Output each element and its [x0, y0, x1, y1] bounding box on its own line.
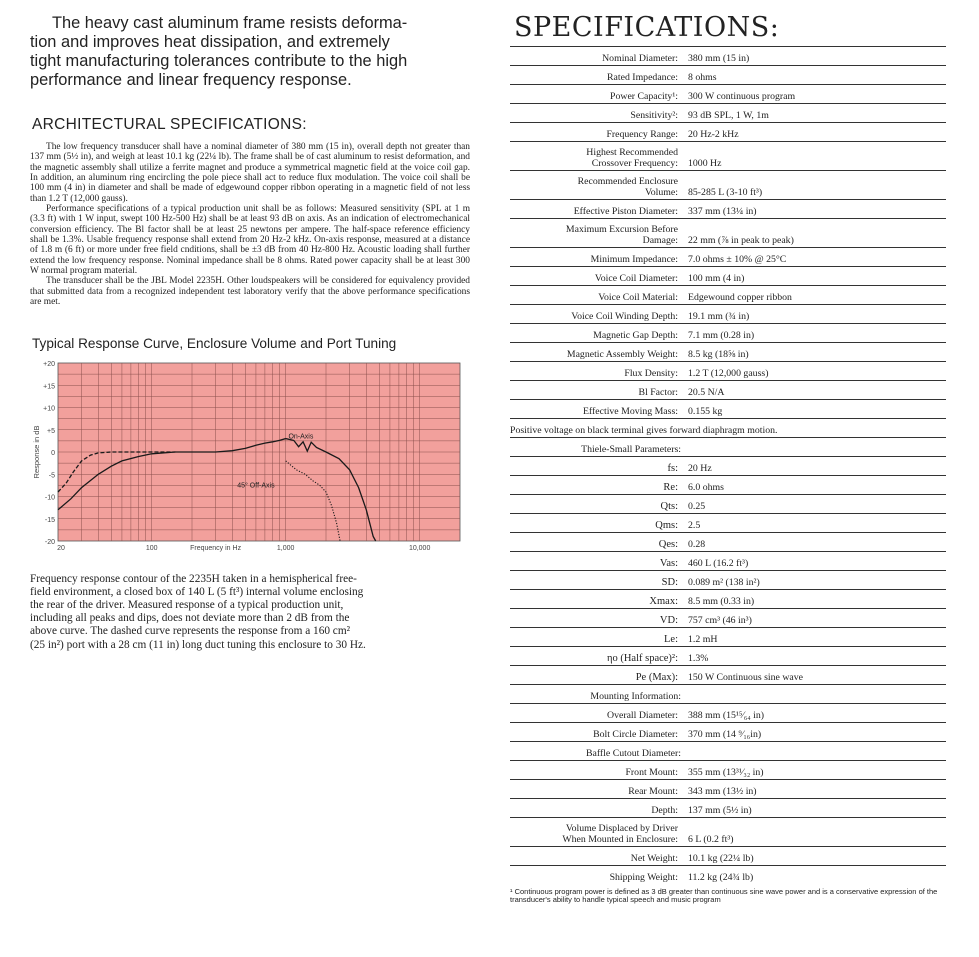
spec-row	[510, 476, 946, 495]
spec-label: Sensitivity²:	[630, 109, 678, 121]
spec-row	[510, 514, 946, 533]
spec-label: Voice Coil Material:	[598, 291, 678, 303]
spec-value: 1000 Hz	[688, 157, 722, 169]
spec-label: VD:	[659, 614, 678, 626]
spec-value: 150 W Continuous sine wave	[688, 671, 804, 683]
y-tick-label: +20	[43, 360, 55, 368]
arch-paragraph: The transducer shall be the JBL Model 2235H. Other loudspeakers will be considered for equivalency provided that submitted data from a recognized independent test laboratory verify that the above performance specifications are met.	[30, 276, 470, 308]
spec-label: Re:	[663, 481, 678, 493]
spec-row	[510, 457, 946, 476]
spec-value: 10.1 kg (22¼ lb)	[688, 852, 754, 864]
spec-row	[510, 305, 946, 324]
spec-label: Qts:	[660, 500, 678, 512]
spec-row	[510, 628, 946, 647]
caption-line: the rear of the driver. Measured response of a typical production unit,	[30, 598, 344, 611]
response-chart	[30, 357, 470, 557]
spec-value: 300 W continuous program	[688, 90, 796, 102]
caption-line: (25 in²) port with a 28 cm (11 in) long duct tuning this enclosure to 30 Hz.	[30, 638, 366, 651]
spec-row	[510, 866, 946, 885]
spec-label: Rated Impedance:	[607, 71, 678, 83]
chart-title: Typical Response Curve, Enclosure Volume and Port Tuning	[32, 335, 397, 351]
caption-line: including all peaks and dips, does not deviate more than 2 dB from the	[30, 612, 350, 625]
y-tick-label: +10	[43, 405, 55, 412]
spec-row	[510, 66, 946, 85]
spec-value: 0.28	[688, 538, 706, 550]
spec-row	[510, 571, 946, 590]
spec-label: Recommended Enclosure Volume:	[577, 176, 678, 198]
spec-label: Depth:	[651, 804, 678, 816]
spec-label: Front Mount:	[625, 766, 678, 778]
spec-label: fs:	[667, 462, 678, 474]
spec-label: Pe (Max):	[635, 671, 678, 683]
spec-label: Le:	[664, 633, 678, 645]
spec-value: 85-285 L (3-10 ft³)	[688, 186, 763, 198]
spec-row	[510, 324, 946, 343]
x-tick-label: 1,000	[276, 544, 295, 552]
spec-empty	[681, 742, 946, 761]
spec-label: ηo (Half space)²:	[606, 652, 678, 664]
y-tick-label: 0	[51, 449, 55, 457]
spec-value: 337 mm (13¼ in)	[688, 205, 757, 217]
spec-empty	[681, 685, 946, 704]
spec-value: 137 mm (5½ in)	[688, 804, 752, 816]
spec-label: Net Weight:	[630, 852, 678, 864]
spec-row	[510, 818, 946, 847]
spec-value: 757 cm³ (46 in³)	[688, 614, 752, 626]
spec-row	[510, 400, 946, 419]
spec-subheading: Mounting Information:	[590, 690, 681, 702]
right-column	[510, 12, 946, 905]
spec-row	[510, 267, 946, 286]
spec-label: Xmax:	[649, 595, 678, 607]
spec-label: Voice Coil Diameter:	[594, 272, 678, 284]
chart-annotation: 45° Off-Axis	[237, 482, 275, 490]
intro-line: The heavy cast aluminum frame resists deforma-	[52, 14, 408, 32]
caption-line: above curve. The dashed curve represents the response from a 160 cm²	[30, 625, 350, 638]
spec-value: Edgewound copper ribbon	[688, 291, 792, 303]
left-column	[30, 14, 470, 652]
arch-paragraph: Performance specifications of a typical production unit shall be as follows: Measured sensitivity (SPL at 1 m (3.3 ft) with 1 W input, swept 100 Hz-500 Hz) shall be at least 93 dB on axis. As an indication of electromechanical conversion efficiency. The Bl factor shall be at least 25 newtons per ampere. The half-space reference efficiency shall be 1.3%. Usable frequency response shall extend from 20 Hz-2 kHz. On-axis response, measured at a distance of 1.8 m (6 ft) or more under free field cnditions, shall be ±3 dB from 40 Hz-800 Hz. Acoustic loading shall further extend the low frequency response. Nominal impedance shall be 8 ohms. Rated power capacity shall be at least 300 W normal program material.	[30, 204, 470, 277]
spec-row	[510, 647, 946, 666]
y-tick-label: -10	[44, 494, 55, 501]
spec-row	[510, 533, 946, 552]
spec-value: 20 Hz-2 kHz	[688, 128, 739, 140]
spec-label: Shipping Weight:	[609, 871, 678, 883]
spec-value: 93 dB SPL, 1 W, 1m	[688, 109, 769, 121]
spec-row	[510, 723, 946, 742]
spec-row	[510, 85, 946, 104]
spec-label: Nominal Diameter:	[602, 52, 678, 64]
spec-value: 8.5 kg (18⅝ in)	[688, 348, 749, 360]
spec-label: Maximum Excursion Before Damage:	[565, 224, 678, 246]
x-axis-label: Frequency in Hz	[190, 544, 242, 552]
spec-row	[510, 685, 946, 704]
spec-row	[510, 609, 946, 628]
spec-row	[510, 123, 946, 142]
spec-row	[510, 438, 946, 457]
spec-row	[510, 495, 946, 514]
spec-label: Voice Coil Winding Depth:	[571, 310, 678, 322]
spec-value: 7.0 ohms ± 10% @ 25°C	[688, 253, 787, 265]
spec-row	[510, 552, 946, 571]
x-tick-label: 100	[145, 544, 158, 552]
spec-row	[510, 419, 946, 438]
spec-subheading: Thiele-Small Parameters:	[581, 443, 681, 455]
spec-label: Effective Moving Mass:	[582, 405, 678, 417]
intro-paragraph	[30, 14, 470, 90]
spec-label: Frequency Range:	[606, 128, 678, 140]
architectural-heading: ARCHITECTURAL SPECIFICATIONS:	[32, 116, 307, 133]
caption-line: Frequency response contour of the 2235H taken in a hemispherical free-	[30, 572, 357, 585]
caption-line: field environment, a closed box of 140 L (5 ft³) internal volume enclosing	[30, 585, 364, 598]
intro-line: tight manufacturing tolerances contribute to the high	[30, 52, 408, 70]
spec-value: 380 mm (15 in)	[688, 52, 750, 64]
x-tick-label: 20	[57, 544, 65, 552]
spec-empty	[681, 438, 946, 457]
spec-label: Flux Density:	[624, 367, 678, 379]
spec-label: Qms:	[655, 519, 678, 531]
spec-subheading: Baffle Cutout Diameter:	[585, 747, 681, 759]
spec-row	[510, 142, 946, 171]
y-tick-label: -20	[44, 538, 55, 546]
chart-caption	[30, 573, 470, 652]
spec-label: Magnetic Assembly Weight:	[566, 348, 678, 360]
spec-label: Vas:	[659, 557, 678, 569]
spec-row	[510, 248, 946, 267]
spec-value: 370 mm (14 ⁹⁄₁₆in)	[688, 728, 762, 740]
spec-row	[510, 590, 946, 609]
chart-annotation: On-Axis	[288, 433, 314, 441]
spec-value: 388 mm (15¹⁵⁄₆₄ in)	[688, 709, 765, 721]
spec-value: 460 L (16.2 ft³)	[688, 557, 749, 569]
spec-note: Positive voltage on black terminal gives forward diaphragm motion.	[510, 424, 778, 436]
specifications-table	[510, 46, 946, 884]
spec-label: Effective Piston Diameter:	[573, 205, 678, 217]
footnote: ¹ Continuous program power is defined as 3 dB greater than continuous sine wave power and is a conservative expression of the transducer's ability to handle typical speech and music program	[510, 887, 938, 905]
spec-row	[510, 219, 946, 248]
spec-row	[510, 362, 946, 381]
spec-row	[510, 104, 946, 123]
spec-row	[510, 171, 946, 200]
spec-label: Power Capacity¹:	[610, 90, 678, 102]
spec-value: 1.3%	[688, 652, 709, 664]
response-chart-svg	[30, 357, 470, 557]
spec-row	[510, 381, 946, 400]
spec-label: Volume Displaced by Driver When Mounted in Enclosure:	[562, 823, 678, 845]
spec-row	[510, 704, 946, 723]
spec-row	[510, 799, 946, 818]
spec-label: Highest Recommended Crossover Frequency:	[586, 147, 678, 169]
y-axis-label: Response in dB	[32, 425, 41, 478]
spec-label: Minimum Impedance:	[590, 253, 678, 265]
spec-value: 6 L (0.2 ft³)	[688, 833, 734, 845]
spec-value: 1.2 mH	[688, 633, 718, 645]
x-tick-label: 10,000	[408, 544, 431, 552]
spec-row	[510, 780, 946, 799]
spec-row	[510, 847, 946, 866]
spec-label: Qes:	[658, 538, 678, 550]
y-tick-label: -15	[44, 516, 55, 524]
spec-value: 8.5 mm (0.33 in)	[688, 595, 755, 607]
y-tick-label: +15	[43, 382, 55, 390]
spec-row	[510, 200, 946, 219]
intro-line: tion and improves heat dissipation, and extremely	[30, 33, 390, 51]
spec-row	[510, 47, 946, 66]
spec-value: 7.1 mm (0.28 in)	[688, 329, 755, 341]
spec-row	[510, 666, 946, 685]
spec-value: 20 Hz	[688, 462, 712, 474]
spec-value: 22 mm (⅞ in peak to peak)	[688, 234, 794, 246]
spec-value: 11.2 kg (24¾ lb)	[688, 871, 754, 883]
spec-value: 0.089 m² (138 in²)	[688, 576, 760, 588]
spec-value: 343 mm (13½ in)	[688, 785, 757, 797]
spec-label: Bolt Circle Diameter:	[593, 728, 678, 740]
y-tick-label: -5	[48, 471, 55, 479]
spec-row	[510, 286, 946, 305]
y-tick-label: +5	[47, 427, 55, 435]
spec-value: 355 mm (13³¹⁄₃₂ in)	[688, 766, 764, 778]
spec-value: 100 mm (4 in)	[688, 272, 745, 284]
spec-value: 19.1 mm (¾ in)	[688, 310, 750, 322]
spec-row	[510, 343, 946, 362]
spec-label: Magnetic Gap Depth:	[593, 329, 678, 341]
spec-value: 6.0 ohms	[688, 481, 724, 493]
spec-value: 2.5	[688, 519, 701, 531]
spec-value: 8 ohms	[688, 71, 717, 83]
spec-label: SD:	[661, 576, 678, 588]
spec-label: Rear Mount:	[628, 785, 678, 797]
spec-value: 20.5 N/A	[688, 386, 725, 398]
spec-value: 1.2 T (12,000 gauss)	[688, 367, 769, 379]
spec-row	[510, 742, 946, 761]
spec-label: Overall Diameter:	[607, 709, 678, 721]
spec-value: 0.155 kg	[688, 405, 723, 417]
intro-line: performance and linear frequency response.	[30, 71, 352, 89]
specifications-heading: SPECIFICATIONS:	[514, 12, 780, 43]
spec-row	[510, 761, 946, 780]
spec-value: 0.25	[688, 500, 706, 512]
spec-label: Bl Factor:	[638, 386, 678, 398]
arch-paragraph: The low frequency transducer shall have a nominal diameter of 380 mm (15 in), overall depth not greater than 137 mm (5½ in), and weigh at least 10.1 kg (22¼ lb). The frame shall be of cast aluminum to resist deformation, and the magnetic assembly shall utilize a ferrite magnet and produce a symmetrical magnetic field at the voice coil gap. In addition, an aluminum ring encircling the pole piece shall act to reduce flux modulation. The voice coil shall be 100 mm (4 in) in diameter and shall be made of edgewound copper ribbon operating in a magnetic field of not less than 1.2 T (12,000 gauss).	[30, 142, 470, 204]
